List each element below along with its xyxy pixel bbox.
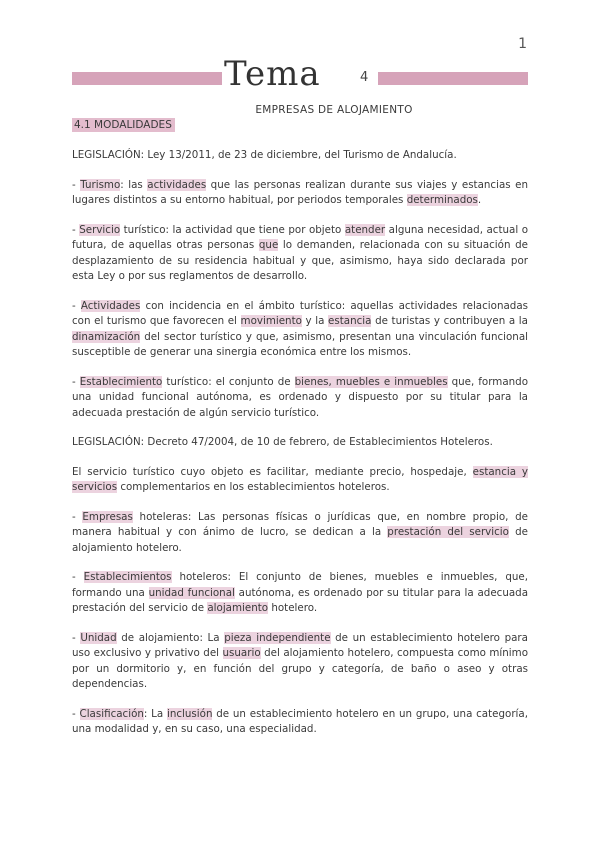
highlighted-term: que	[258, 239, 279, 251]
highlighted-term: Clasificación	[79, 707, 144, 720]
paragraph	[72, 570, 528, 617]
paragraph	[72, 223, 528, 285]
text-run: hoteleros: El conjunto de bienes, muebles e inmuebles, que, formando una	[72, 571, 528, 599]
highlighted-term: unidad funcional	[148, 586, 235, 599]
text-run: -	[72, 707, 80, 720]
highlighted-term: movimiento	[240, 315, 302, 327]
text-run: complementarios en los establecimientos hoteleros.	[117, 481, 390, 493]
highlighted-term: Establecimientos	[83, 571, 172, 583]
highlighted-term: bienes, muebles e inmuebles	[294, 375, 448, 388]
text-run: del alojamiento hotelero, compuesta como mínimo por un dormitorio y, en función del grupo y categoría, de baño o aseo y otras dependencias.	[72, 647, 528, 690]
highlighted-term: Establecimiento	[79, 375, 163, 388]
paragraph	[72, 299, 528, 361]
highlighted-term: pieza independiente	[224, 631, 331, 644]
text-run: de turistas y contribuyen a la	[371, 315, 528, 327]
text-run: autónoma, es ordenado por su titular para la adecuada prestación del servicio de	[72, 586, 529, 614]
text-run: : La	[143, 707, 167, 720]
text-run: El servicio turístico cuyo objeto es facilitar, mediante precio, hospedaje,	[72, 465, 473, 478]
page-subtitle: EMPRESAS DE ALOJAMIENTO	[255, 104, 413, 116]
text-run: lo demanden, relacionada con su situación de desplazamiento de su residencia habitual y que, asimismo, haya sido declarada por esta Ley o por sus reglamentos de desarrollo.	[72, 239, 528, 282]
text-run: -	[72, 631, 81, 644]
text-run: -	[72, 223, 80, 236]
text-run: turístico: la actividad que tiene por objeto	[120, 223, 345, 236]
text-run: de un establecimiento hotelero para uso exclusivo y privativo del	[72, 631, 528, 659]
page-number: 1	[518, 36, 527, 52]
paragraph	[72, 178, 528, 209]
highlighted-term: inclusión	[166, 707, 213, 720]
text-run: del sector turístico y que, asimismo, presentan una vinculación funcional susceptible de generar una sinergia económica entre los mismos.	[72, 330, 528, 358]
paragraph	[72, 465, 528, 496]
paragraph	[72, 631, 528, 693]
text-run: : las	[120, 178, 148, 191]
text-run: hotelero.	[268, 602, 318, 614]
text-run: de alojamiento: La	[116, 631, 225, 644]
text-run: hoteleras: Las personas físicas o jurídicas que, en nombre propio, de manera habitual y con ánimo de lucro, se dedican a la	[72, 510, 528, 538]
highlighted-term: estancia y servicios	[72, 465, 528, 493]
text-run: -	[72, 571, 84, 583]
text-run: LEGISLACIÓN: Decreto 47/2004, de 10 de febrero, de Establecimientos Hoteleros.	[72, 436, 493, 448]
paragraph	[72, 435, 528, 451]
text-run: .	[477, 194, 482, 206]
page-title: Tema	[224, 54, 321, 94]
highlighted-term: Unidad	[80, 631, 117, 644]
text-run: alguna necesidad, actual o futura, de aquellas otras personas	[72, 223, 529, 251]
title-number: 4	[360, 70, 369, 85]
highlighted-term: Empresas	[82, 510, 133, 523]
text-run: de un establecimiento hotelero en un grupo, una categoría, una modalidad y, en su caso, una especialidad.	[72, 707, 529, 735]
text-run: LEGISLACIÓN: Ley 13/2011, de 23 de diciembre, del Turismo de Andalucía.	[72, 149, 457, 161]
highlighted-term: determinados	[406, 194, 478, 206]
text-run: turístico: el conjunto de	[162, 375, 295, 388]
text-run: -	[72, 299, 81, 312]
highlighted-term: atender	[344, 223, 386, 236]
highlighted-term: estancia	[328, 315, 372, 327]
text-run: con incidencia en el ámbito turístico: aquellas actividades relacionadas con el turismo que favorecen el	[72, 299, 528, 327]
highlighted-term: Servicio	[79, 223, 121, 236]
text-run: de alojamiento hotelero.	[72, 526, 528, 554]
highlighted-term: prestación del servicio	[387, 526, 509, 538]
highlighted-term: actividades	[147, 178, 207, 191]
text-run: -	[72, 178, 81, 191]
text-run: -	[72, 375, 80, 388]
text-run: y la	[301, 315, 329, 327]
document-body	[72, 148, 528, 752]
paragraph	[72, 510, 528, 557]
title-row	[72, 54, 528, 94]
title-bar-left	[72, 72, 222, 85]
paragraph	[72, 375, 528, 422]
highlighted-term: usuario	[222, 647, 261, 659]
text-run: -	[72, 510, 83, 523]
title-bar-right	[378, 72, 528, 85]
paragraph	[72, 148, 528, 164]
paragraph	[72, 707, 528, 738]
text-run: que las personas realizan durante sus viajes y estancias en lugares distintos a su entorno habitual, por periodos temporales	[72, 178, 528, 206]
highlighted-term: dinamización	[72, 330, 141, 343]
highlighted-term: Actividades	[80, 299, 141, 312]
section-heading: 4.1 MODALIDADES	[72, 118, 175, 132]
highlighted-term: alojamiento	[207, 602, 269, 614]
highlighted-term: Turismo	[80, 178, 121, 191]
text-run: que, formando una unidad funcional autónoma, es ordenado y dispuesto por su titular para la adecuada prestación de algún servicio turístico.	[72, 375, 528, 419]
